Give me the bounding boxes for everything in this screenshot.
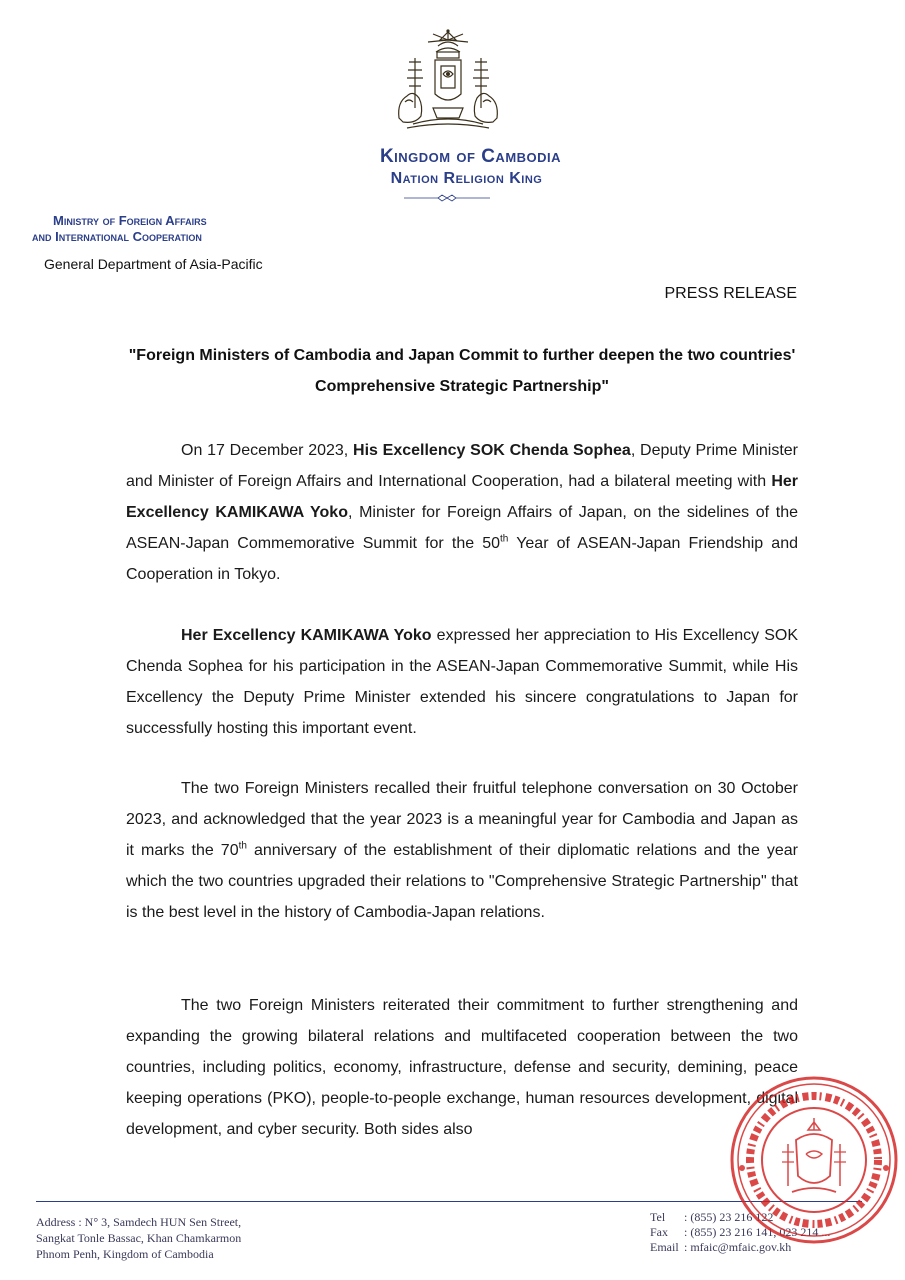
address-line: Phnom Penh, Kingdom of Cambodia [36, 1247, 214, 1261]
address-line: Address : N° 3, Samdech HUN Sen Street, [36, 1215, 242, 1229]
person-name: His Excellency SOK Chenda Sophea [353, 442, 631, 459]
press-release-title: "Foreign Ministers of Cambodia and Japan Commit to further deepen the two countries' Comprehensive Strategic Partnership" [128, 347, 796, 395]
address-line: Sangkat Tonle Bassac, Khan Chamkarmon [36, 1231, 242, 1245]
tel-row: Tel : (855) 23 216 122 [650, 1210, 774, 1224]
paragraph-2: Her Excellency KAMIKAWA Yoko expressed her appreciation to His Excellency SOK Chenda Sophea for his participation in the ASEAN-Japan Commemorative Summit, while His Excellency the Deputy Prime Minister extended his sincere congratulations to Japan for successfully hosting this important event. [126, 627, 799, 737]
person-name: Her Excellency KAMIKAWA Yoko [181, 627, 432, 644]
fax-row: Fax : (855) 23 216 141, 023 214 ... [650, 1225, 831, 1239]
ministry-name-line1: Ministry of Foreign Affairs [53, 213, 207, 228]
person-name: Her Excellency KAMIKAWA Yoko [126, 473, 798, 521]
paragraph-3: The two Foreign Ministers recalled their fruitful telephone conversation on 30 October 2023, and acknowledged that the year 2023 is a meaningful year for Cambodia and Japan as it marks the 70th anniversary of the establishment of their diplomatic relations and the year which the two countries upgraded their relations to "Comprehensive Strategic Partnership" that is the best level in the history of Cambodia-Japan relations. [126, 780, 798, 921]
ministry-name-line2: and International Cooperation [32, 229, 202, 244]
document-type: PRESS RELEASE [664, 285, 797, 302]
email-row: Email : mfaic@mfaic.gov.kh [650, 1240, 792, 1254]
national-motto: Nation Religion King [390, 170, 543, 187]
paragraph-1: On 17 December 2023, His Excellency SOK Chenda Sophea, Deputy Prime Minister and Minister of Foreign Affairs and International Cooperation, had a bilateral meeting with Her Excellency KAMIKAWA Yoko, Minister for Foreign Affairs of Japan, on the sidelines of the ASEAN-Japan Commemorative Summit for the 50th Year of ASEAN-Japan Friendship and Cooperation in Tokyo. [126, 442, 799, 583]
royal-coat-of-arms-icon [393, 28, 503, 132]
footer-divider [36, 1201, 862, 1202]
ornament-divider-icon [402, 194, 492, 202]
department-name: General Department of Asia-Pacific [44, 256, 263, 272]
footer-contact [650, 1210, 830, 1255]
kingdom-title: Kingdom of Cambodia [379, 146, 562, 167]
footer-address [36, 1214, 241, 1262]
paragraph-4: The two Foreign Ministers reiterated their commitment to further strengthening and expanding the growing bilateral relations and multifaceted cooperation between the two countries, including politics, economy, infrastructure, defense and security, demining, peace keeping operations (PKO), people-to-people exchange, human resources development, digital development, and cyber security. Both sides also [126, 997, 798, 1138]
